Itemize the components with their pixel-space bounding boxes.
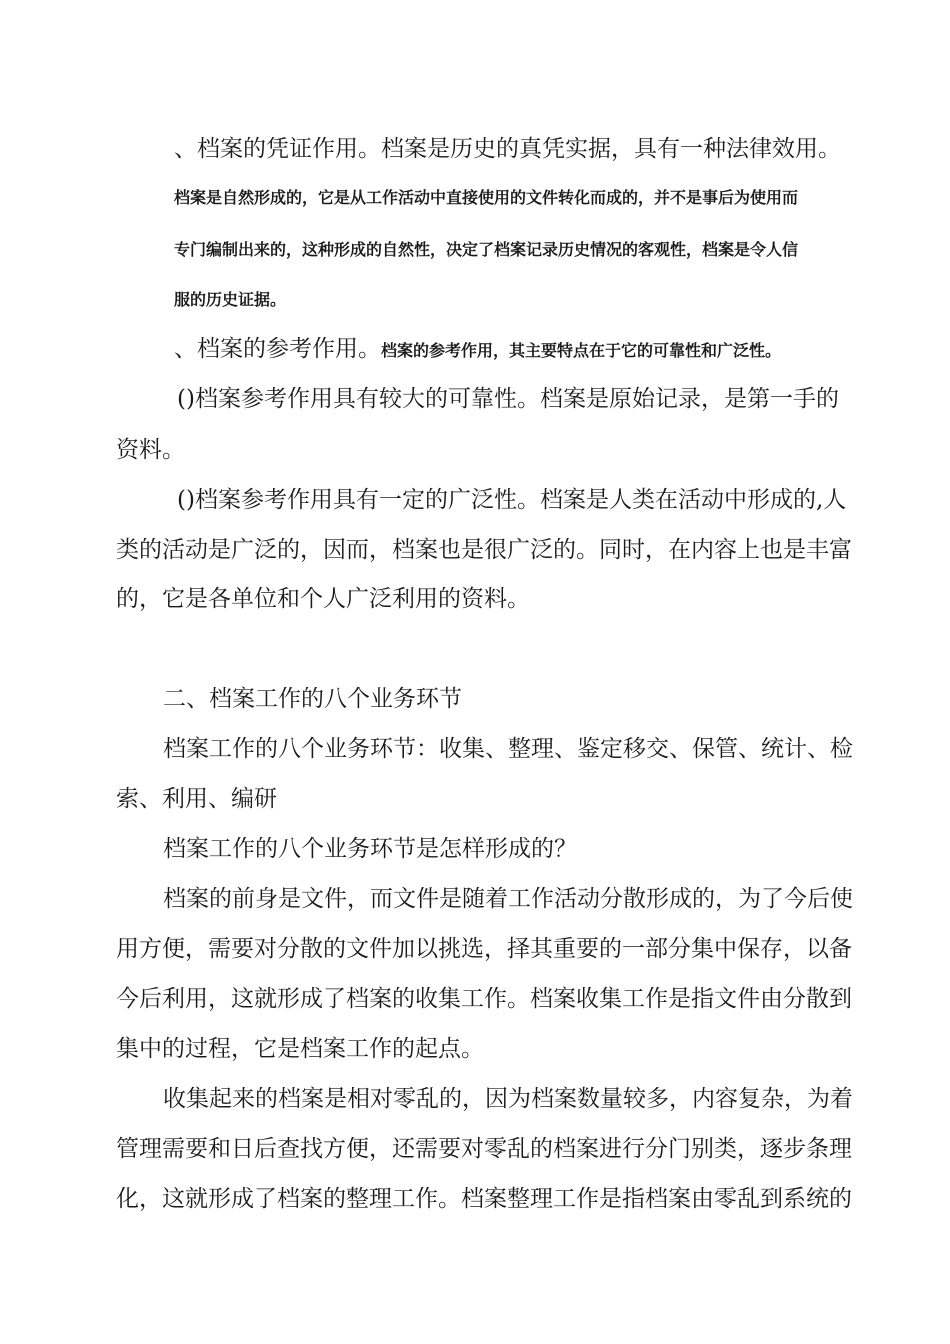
paragraph-line: 档案是自然形成的，它是从工作活动中直接使用的文件转化而成的，并不是事后为使用而 bbox=[174, 188, 799, 207]
paragraph-line: ()档案参考作用具有较大的可靠性。档案是原始记录，是第一手的 bbox=[177, 386, 839, 412]
paragraph-line: 管理需要和日后查找方便，还需要对零乱的档案进行分门别类，逐步条理 bbox=[116, 1136, 852, 1162]
paragraph-line: 今后利用，这就形成了档案的收集工作。档案收集工作是指文件由分散到 bbox=[116, 986, 852, 1012]
section-summary: 档案的参考作用，其主要特点在于它的可靠性和广泛性。 bbox=[381, 341, 782, 360]
paragraph-line: 档案的前身是文件，而文件是随着工作活动分散形成的，为了今后使 bbox=[163, 886, 853, 912]
paragraph-line: 化，这就形成了档案的整理工作。档案整理工作是指档案由零乱到系统的 bbox=[116, 1186, 852, 1212]
paragraph-line: 资料。 bbox=[116, 437, 185, 463]
section-title: 二、档案工作的八个业务环节 bbox=[163, 686, 462, 712]
paragraph-line: 服的历史证据。 bbox=[174, 290, 287, 309]
paragraph-line: 、档案的凭证作用。档案是历史的真凭实据，具有一种法律效用。 bbox=[174, 136, 841, 162]
section-heading: 、档案的参考作用。 bbox=[174, 336, 381, 362]
paragraph-line: 索、利用、编研 bbox=[116, 786, 277, 812]
paragraph-line: 类的活动是广泛的，因而，档案也是很广泛的。同时，在内容上也是丰富 bbox=[116, 537, 852, 563]
paragraph-line: 档案工作的八个业务环节：收集、整理、鉴定移交、保管、统计、检 bbox=[163, 736, 853, 762]
paragraph-line bbox=[174, 330, 781, 363]
paragraph-line: 集中的过程，它是档案工作的起点。 bbox=[116, 1036, 484, 1062]
paragraph-line: ()档案参考作用具有一定的广泛性。档案是人类在活动中形成的,人 bbox=[177, 487, 847, 513]
paragraph-line: 用方便，需要对分散的文件加以挑选，择其重要的一部分集中保存，以备 bbox=[116, 936, 852, 962]
paragraph-line: 的，它是各单位和个人广泛利用的资料。 bbox=[116, 586, 530, 612]
paragraph-line: 档案工作的八个业务环节是怎样形成的？ bbox=[163, 836, 577, 862]
paragraph-line: 收集起来的档案是相对零乱的，因为档案数量较多，内容复杂，为着 bbox=[163, 1086, 853, 1112]
paragraph-line: 专门编制出来的，这种形成的自然性，决定了档案记录历史情况的客观性，档案是令人信 bbox=[174, 240, 799, 259]
